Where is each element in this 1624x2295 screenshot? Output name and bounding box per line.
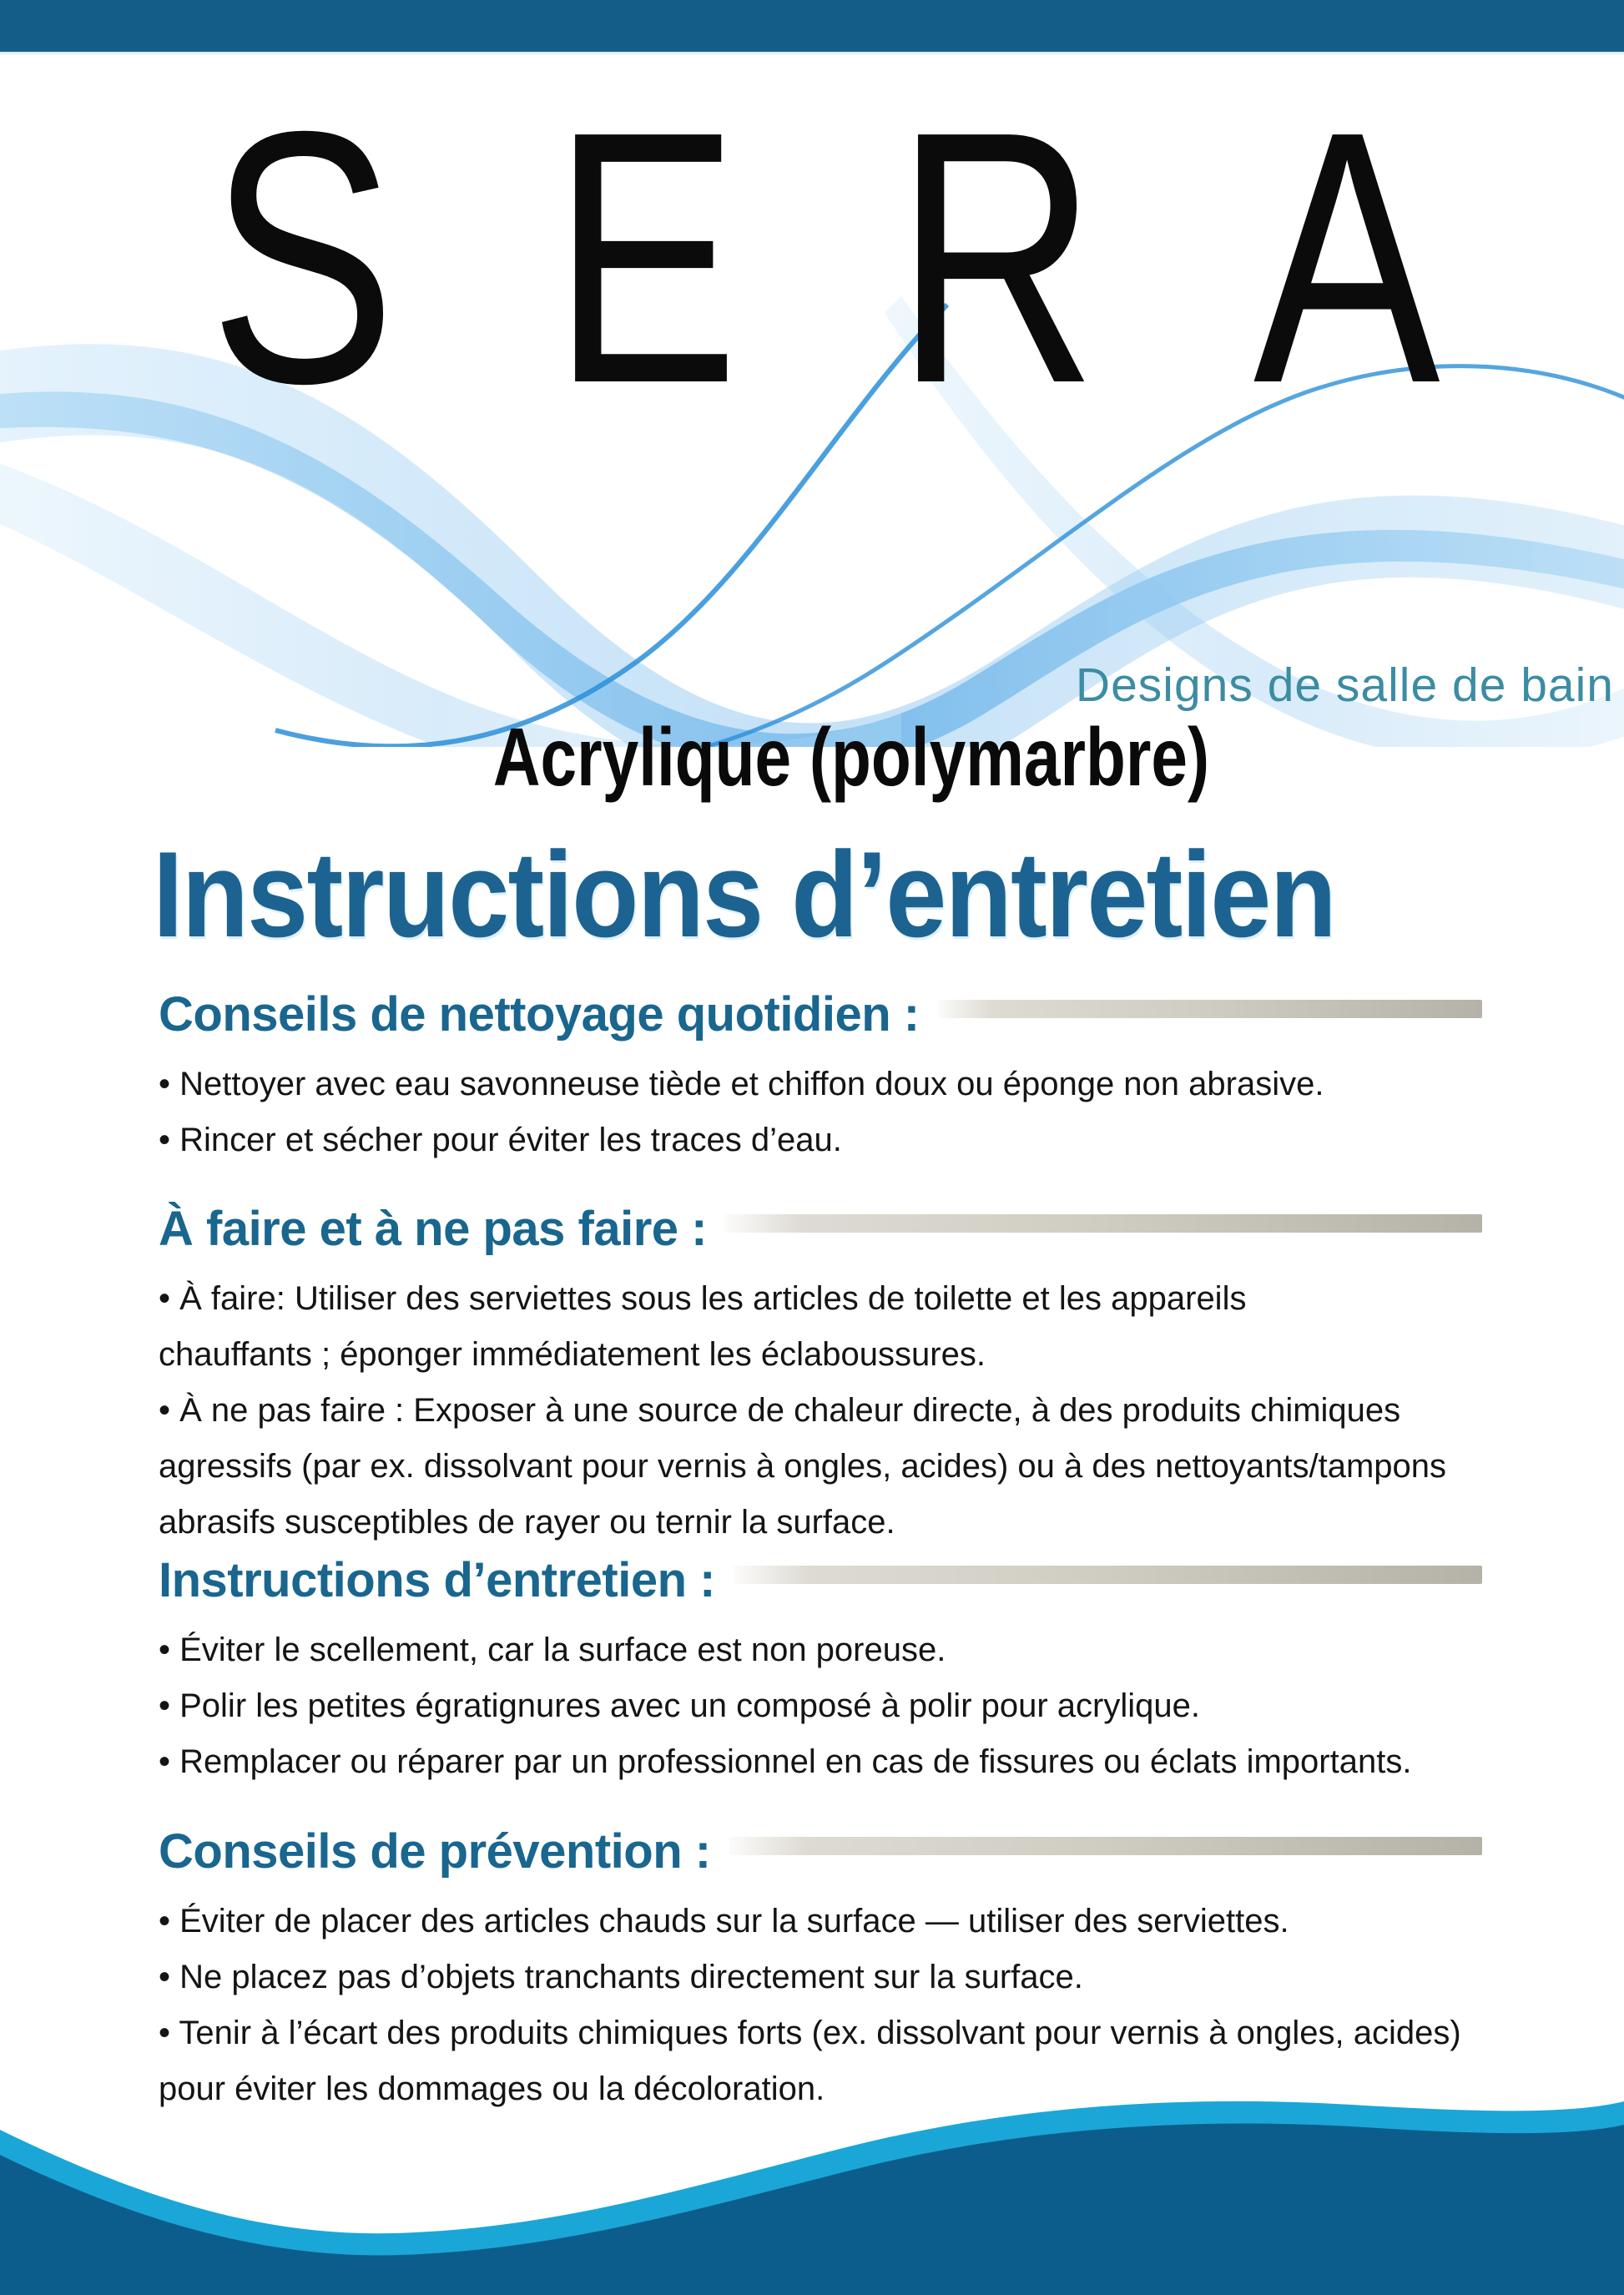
bullet-line: • Remplacer ou réparer par un professionnel en cas de fissures ou éclats importants.: [159, 1743, 1412, 1780]
bullet-list: [159, 1057, 1482, 1168]
header-bar: [0, 0, 1624, 52]
bullet-list: [159, 1271, 1482, 1551]
brand-logo-row: [0, 58, 1624, 458]
bullet-line: • Ne placez pas d’objets tranchants directement sur la surface.: [159, 1959, 1083, 1995]
section-divider-bar: [938, 1000, 1482, 1018]
section-title: Instructions d’entretien :: [159, 1553, 715, 1607]
section-divider-bar: [725, 1214, 1482, 1233]
bullet-line: abrasifs susceptibles de rayer ou ternir la surface.: [159, 1504, 895, 1541]
footer-wave-icon: [0, 2078, 1624, 2295]
brand-tagline: Designs de salle de bain: [1075, 658, 1614, 712]
section-nettoyage-quotidien: [159, 985, 1482, 1168]
bullet-line: • À faire: Utiliser des serviettes sous les articles de toilette et les appareils: [159, 1280, 1247, 1317]
brand-logo-text: SERA: [209, 58, 1596, 458]
header-bar-edge: [0, 52, 1624, 56]
section-title: Conseils de prévention :: [159, 1824, 711, 1879]
bullet-line: • Éviter de placer des articles chauds sur la surface — utiliser des serviettes.: [159, 1903, 1289, 1939]
section-title: Conseils de nettoyage quotidien :: [159, 987, 920, 1042]
bullet-line: • Rincer et sécher pour éviter les traces d’eau.: [159, 1122, 842, 1158]
bullet-line: • À ne pas faire : Exposer à une source de chaleur directe, à des produits chimiques: [159, 1392, 1401, 1429]
product-name-heading: Acrylique (polymarbre): [492, 711, 1210, 803]
page-title: Instructions d’entretien: [153, 826, 1335, 962]
section-instructions-entretien: [159, 1551, 1482, 1790]
bullet-line: • Éviter le scellement, car la surface est non poreuse.: [159, 1632, 946, 1668]
section-heading-row: [159, 1822, 1482, 1882]
section-title: À faire et à ne pas faire :: [159, 1202, 707, 1256]
section-divider-bar: [734, 1566, 1482, 1584]
bullet-line: • Nettoyer avec eau savonneuse tiède et chiffon doux ou éponge non abrasive.: [159, 1066, 1324, 1102]
bullet-line: • Polir les petites égratignures avec un composé à polir pour acrylique.: [159, 1687, 1200, 1724]
section-conseils-prevention: [159, 1822, 1482, 2117]
section-heading-row: [159, 985, 1482, 1045]
bullet-line: pour éviter les dommages ou la décoloration.: [159, 2071, 825, 2107]
bullet-line: • Tenir à l’écart des produits chimiques forts (ex. dissolvant pour vernis à ongles, acides): [159, 2015, 1461, 2051]
section-heading-row: [159, 1199, 1482, 1259]
bullet-list: [159, 1622, 1482, 1790]
bullet-line: agressifs (par ex. dissolvant pour vernis à ongles, acides) ou à des nettoyants/tampons: [159, 1448, 1447, 1485]
section-divider-bar: [729, 1837, 1482, 1855]
section-heading-row: [159, 1551, 1482, 1611]
section-a-faire: [159, 1199, 1482, 1551]
bullet-line: chauffants ; éponger immédiatement les éclaboussures.: [159, 1336, 986, 1373]
